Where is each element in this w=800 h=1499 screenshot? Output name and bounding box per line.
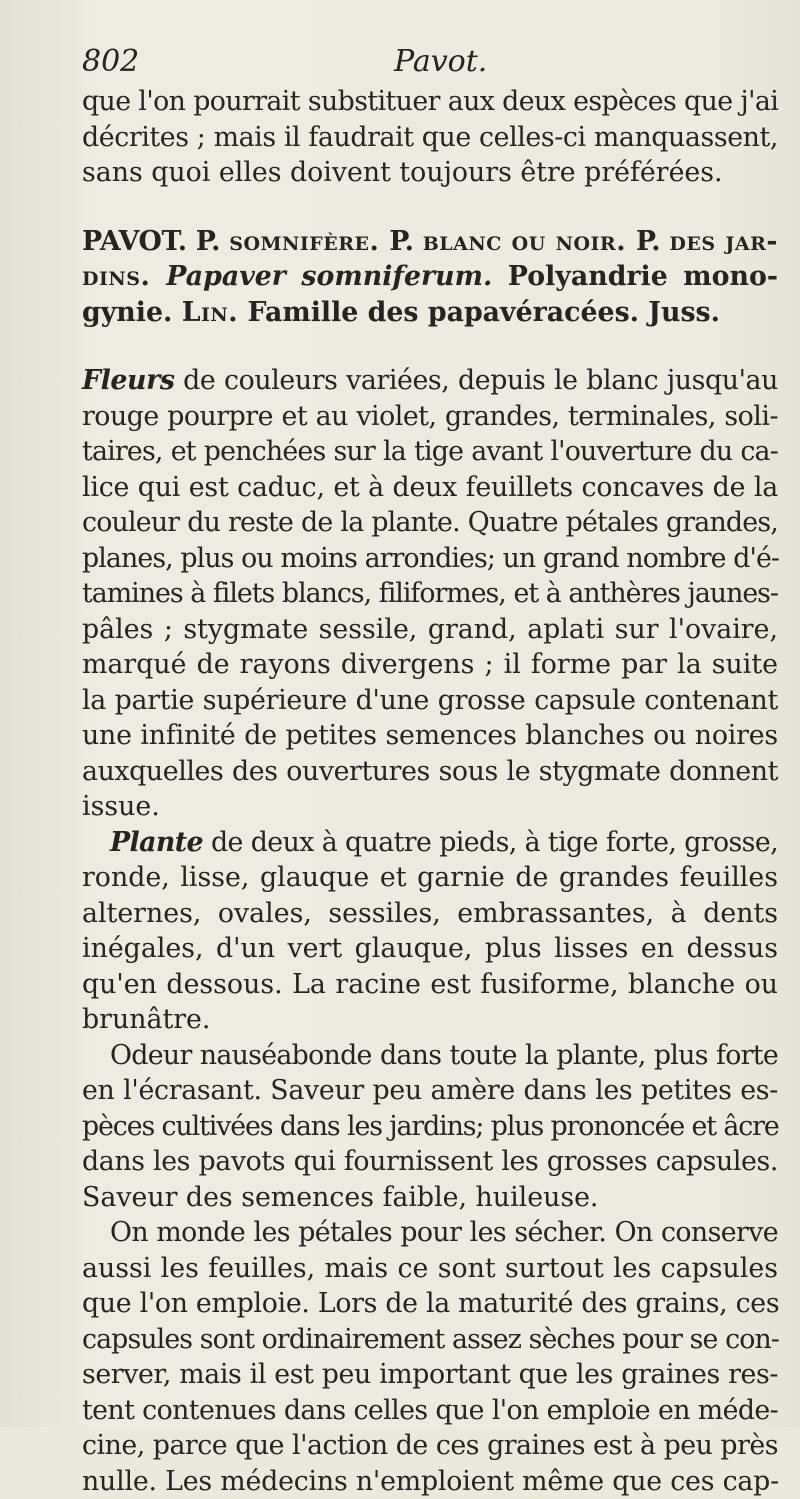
text-line: dans les pavots qui fournissent les grosses capsules. — [82, 1144, 778, 1180]
text-line: pâles ; stygmate sessile, grand, aplati sur l'ovaire, — [82, 612, 778, 648]
text-line: une infinité de petites semences blanches ou noires — [82, 718, 778, 754]
text-line: taires, et penchées sur la tige avant l'ouverture du ca- — [82, 434, 778, 470]
latin-name: Papaver somniferum. — [166, 261, 492, 292]
text-line: auxquelles des ouvertures sous le stygmate donnent — [82, 754, 778, 790]
text-line: que l'on emploie. Lors de la maturité des grains, ces — [82, 1286, 778, 1322]
text-line: nulle. Les médecins n'emploient même que ces cap- — [82, 1464, 778, 1499]
text-line: ronde, lisse, glauque et garnie de grandes feuilles — [82, 860, 778, 896]
text-line: capsules sont ordinairement assez sèches pour se con- — [82, 1322, 778, 1358]
text-line: Saveur des semences faible, huileuse. — [82, 1180, 778, 1216]
text-line: brunâtre. — [82, 1002, 778, 1038]
text-line: issue. — [82, 789, 778, 825]
text-line: Fleurs de couleurs variées, depuis le blanc jusqu'au — [82, 363, 778, 399]
text-line: gynie. Lin. Famille des papavéracées. Juss. — [82, 295, 778, 331]
text-line: cine, parce que l'action de ces graines est à peu près — [82, 1428, 778, 1464]
running-title: Pavot. — [394, 44, 487, 79]
text-line: pèces cultivées dans les jardins; plus prononcée et âcre — [82, 1109, 778, 1145]
text-line: en l'écrasant. Saveur peu amère dans les petites es- — [82, 1073, 778, 1109]
text-line: PAVOT. P. somnifère. P. blanc ou noir. P. des jar- — [82, 224, 778, 260]
paragraph-monde — [82, 1215, 778, 1499]
page-header — [82, 44, 778, 84]
paragraph-plante — [82, 825, 778, 1038]
text-line: rouge pourpre et au violet, grandes, terminales, soli- — [82, 399, 778, 435]
text-line: couleur du reste de la plante. Quatre pétales grandes, — [82, 505, 778, 541]
page-number: 802 — [82, 44, 139, 79]
entry-heading — [82, 224, 778, 331]
text-line: dins. Papaver somniferum. Polyandrie mono- — [82, 259, 778, 295]
text-line: la partie supérieure d'une grosse capsule contenant — [82, 683, 778, 719]
entry-title: PAVOT. P. — [82, 226, 229, 257]
body-text — [82, 84, 778, 1499]
text-line: On monde les pétales pour les sécher. On conserve — [82, 1215, 778, 1251]
text-line: lice qui est caduc, et à deux feuillets concaves de la — [82, 470, 778, 506]
paragraph-fleurs — [82, 363, 778, 825]
text-line: Plante de deux à quatre pieds, à tige forte, grosse, — [82, 825, 778, 861]
text-line: tamines à filets blancs, filiformes, et à anthères jaunes- — [82, 576, 778, 612]
section-term: Plante — [82, 827, 203, 858]
text-line: sans quoi elles doivent toujours être préférées. — [82, 155, 778, 191]
text-line: marqué de rayons divergens ; il forme par la suite — [82, 647, 778, 683]
text-line: tent contenues dans celles que l'on emploie en méde- — [82, 1393, 778, 1429]
paragraph-continuation — [82, 84, 778, 191]
text-line: inégales, d'un vert glauque, plus lisses en dessus — [82, 931, 778, 967]
text-line: Odeur nauséabonde dans toute la plante, plus forte — [82, 1038, 778, 1074]
text-line: alternes, ovales, sessiles, embrassantes, à dents — [82, 896, 778, 932]
text-line: décrites ; mais il faudrait que celles-ci manquassent, — [82, 120, 778, 156]
text-line: planes, plus ou moins arrondies; un grand nombre d'é- — [82, 541, 778, 577]
text-line: aussi les feuilles, mais ce sont surtout les capsules — [82, 1251, 778, 1287]
section-term: Fleurs — [82, 365, 175, 396]
text-line: que l'on pourrait substituer aux deux espèces que j'ai — [82, 84, 778, 120]
text-line: qu'en dessous. La racine est fusiforme, blanche ou — [82, 967, 778, 1003]
paragraph-odeur — [82, 1038, 778, 1216]
text-line: server, mais il est peu important que les graines res- — [82, 1357, 778, 1393]
